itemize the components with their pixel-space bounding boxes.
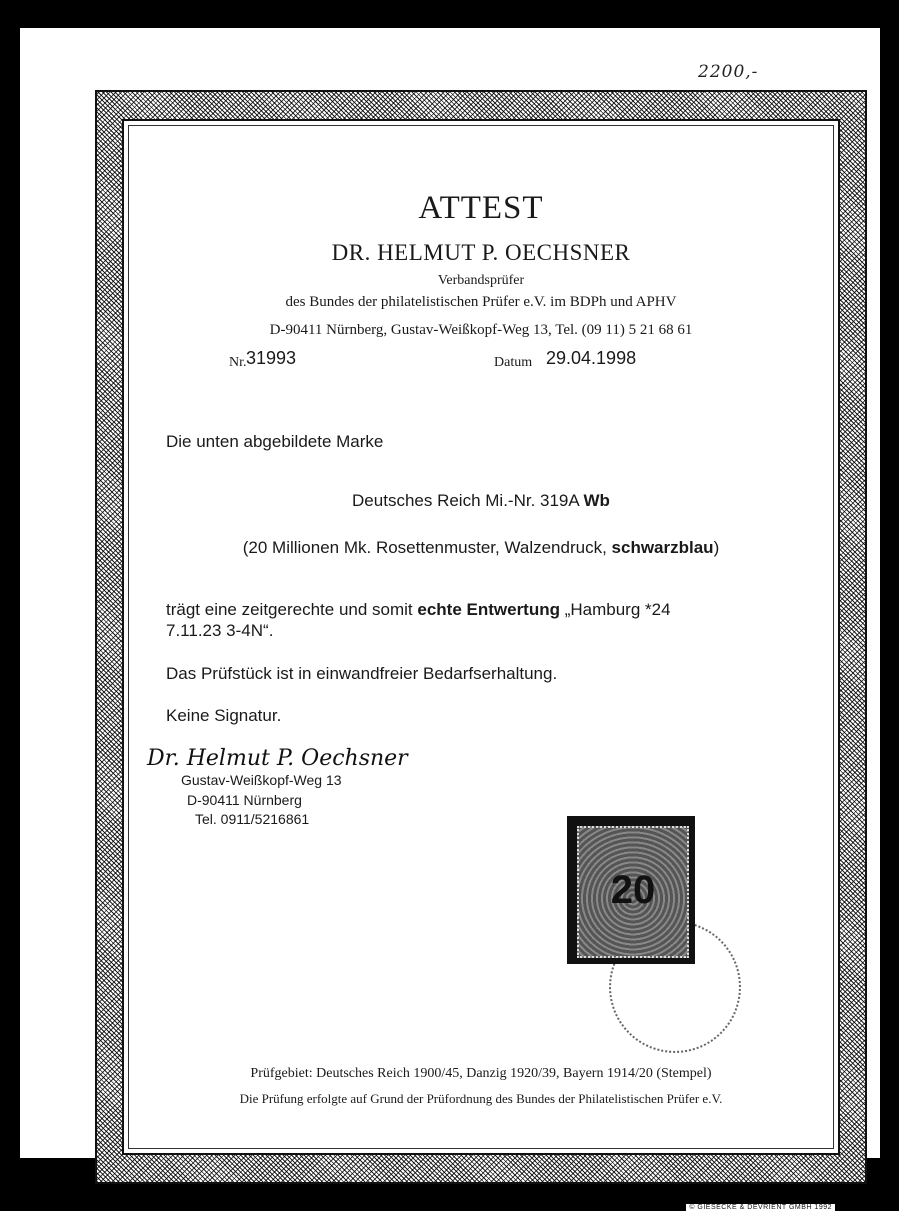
nr-label: Nr. <box>229 355 247 370</box>
nr-value: 31993 <box>246 348 297 368</box>
expert-name: DR. HELMUT P. OECHSNER <box>331 240 631 265</box>
stamp-catalog-line <box>129 491 833 511</box>
handwritten-price-note: 2200,- <box>698 62 759 82</box>
copyright-notice: © GIESECKE & DEVRIENT GMBH 1992 <box>686 1204 835 1211</box>
postage-stamp-image <box>567 816 695 964</box>
cancellation-line-2: 7.11.23 3-4N“. <box>166 621 274 640</box>
intro-text: Die unten abgebildete Marke <box>166 432 384 451</box>
certificate-title: ATTEST <box>418 190 544 226</box>
catalog-text: Deutsches Reich Mi.-Nr. 319A <box>352 491 584 510</box>
date-label: Datum <box>494 355 533 370</box>
stamp-value: 20 <box>610 868 656 912</box>
desc-close: ) <box>713 538 720 557</box>
footer-basis: Die Prüfung erfolgte auf Grund der Prüfordnung des Bundes der Philatelistischen Prüfer e.V. <box>239 1091 723 1106</box>
stamp-rosette-pattern <box>577 826 689 958</box>
stamp-phone: Tel. 0911/5216861 <box>195 811 310 827</box>
cancel-text: trägt eine zeitgerechte und somit <box>166 600 418 619</box>
certificate-page <box>20 28 880 1211</box>
stamp-city: D-90411 Nürnberg <box>187 792 302 808</box>
condition-text: Das Prüfstück ist in einwandfreier Bedarfserhaltung. <box>166 664 558 683</box>
footer-scope: Prüfgebiet: Deutsches Reich 1900/45, Danzig 1920/39, Bayern 1914/20 (Stempel) <box>250 1066 712 1081</box>
desc-color: schwarzblau <box>611 538 714 557</box>
cancel-genuine: echte Entwertung <box>417 600 560 619</box>
date-value: 29.04.1998 <box>546 348 637 368</box>
certificate-content <box>128 125 834 1149</box>
stamp-street: Gustav-Weißkopf-Weg 13 <box>181 772 342 788</box>
expert-role: Verbandsprüfer <box>437 273 525 288</box>
stamp-description-line <box>129 538 833 558</box>
desc-text: (20 Millionen Mk. Rosettenmuster, Walzendruck, <box>242 538 612 557</box>
border-frame <box>122 119 840 1155</box>
expert-address: D-90411 Nürnberg, Gustav-Weißkopf-Weg 13, Tel. (09 11) 5 21 68 61 <box>269 322 693 338</box>
catalog-variant: Wb <box>583 491 610 510</box>
signature-note: Keine Signatur. <box>166 706 282 725</box>
cancel-place: „Hamburg *24 <box>560 600 671 619</box>
expert-association: des Bundes der philatelistischen Prüfer e.V. im BDPh und APHV <box>285 294 677 310</box>
guilloche-border <box>95 90 867 1211</box>
handwritten-signature: Dr. Helmut P. Oechsner <box>147 746 408 771</box>
cancellation-line-1 <box>166 600 671 620</box>
